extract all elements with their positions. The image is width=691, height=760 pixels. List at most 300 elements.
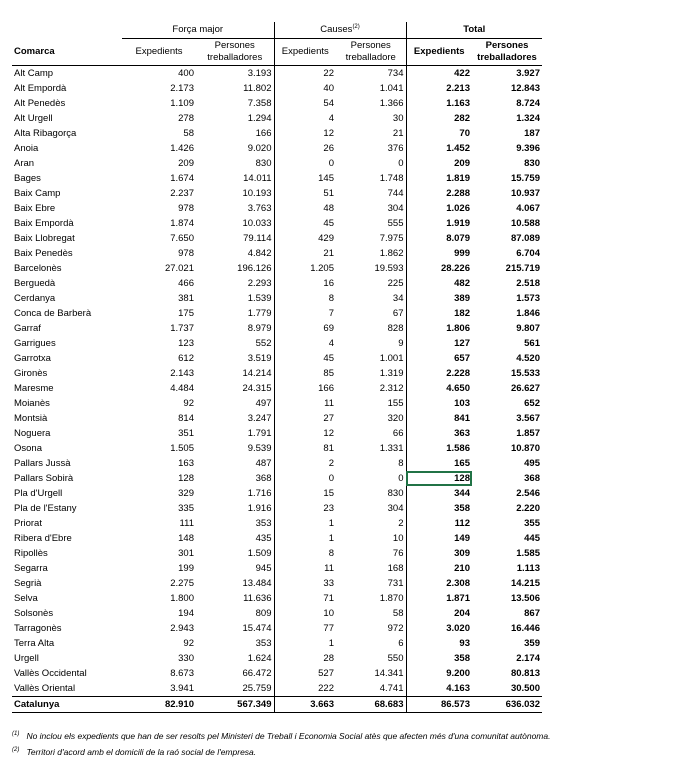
cell-causes-persones[interactable]: 1.331 bbox=[379, 443, 404, 454]
cell-comarca[interactable]: Ribera d'Ebre bbox=[14, 533, 72, 544]
cell-fm-persones[interactable]: 1.294 bbox=[247, 113, 272, 124]
cell-fm-expedients[interactable]: 330 bbox=[178, 653, 194, 664]
cell-total-expedients[interactable]: 8.079 bbox=[406, 231, 472, 246]
cell-comarca[interactable]: Baix Ebre bbox=[14, 203, 56, 214]
cell-comarca[interactable]: Anoia bbox=[14, 143, 39, 154]
cell-causes-persones[interactable]: 58 bbox=[392, 608, 404, 619]
cell-total-persones[interactable]: 1.857 bbox=[516, 428, 540, 439]
cell-causes-expedients[interactable]: 15 bbox=[274, 486, 336, 501]
header-causes[interactable]: Causes$^{(2)}$ bbox=[274, 22, 406, 39]
cell-comarca[interactable]: Noguera bbox=[14, 428, 51, 439]
cell-causes-expedients[interactable]: 0 bbox=[274, 471, 336, 486]
cell-causes-expedients[interactable]: 69 bbox=[274, 321, 336, 336]
cell-causes-persones[interactable]: 1.366 bbox=[379, 98, 404, 109]
cell-causes-persones[interactable]: 320 bbox=[387, 413, 404, 424]
cell-causes-expedients[interactable]: 145 bbox=[274, 171, 336, 186]
cell-causes-persones[interactable]: 8 bbox=[398, 458, 404, 469]
cell-total-expedients[interactable]: 309 bbox=[406, 546, 472, 561]
cell-total-expedients[interactable]: 210 bbox=[406, 561, 472, 576]
cell-fm-persones[interactable]: 353 bbox=[255, 518, 272, 529]
cell-fm-expedients[interactable]: 194 bbox=[178, 608, 194, 619]
cell-total-persones[interactable]: 3.927 bbox=[516, 68, 540, 79]
cell-comarca[interactable]: Osona bbox=[14, 443, 42, 454]
cell-fm-persones[interactable]: 1.716 bbox=[247, 488, 272, 499]
cell-total-expedients[interactable]: 9.200 bbox=[406, 666, 472, 681]
cell-comarca[interactable]: Priorat bbox=[14, 518, 42, 529]
cell-total-persones[interactable]: 1.324 bbox=[516, 113, 540, 124]
cell-fm-persones[interactable]: 3.193 bbox=[247, 68, 272, 79]
cell-comarca[interactable]: Vallès Oriental bbox=[14, 683, 76, 694]
cell-fm-persones[interactable]: 368 bbox=[255, 473, 272, 484]
cell-fm-expedients[interactable]: 466 bbox=[178, 278, 194, 289]
cell-fm-persones[interactable]: 11.636 bbox=[243, 593, 272, 604]
cell-causes-persones[interactable]: 828 bbox=[387, 323, 404, 334]
cell-fm-expedients[interactable]: 2.143 bbox=[170, 368, 194, 379]
cell-causes-persones[interactable]: 67 bbox=[392, 308, 404, 319]
cell-total-expedients[interactable]: 182 bbox=[406, 306, 472, 321]
cell-causes-persones[interactable]: 14.341 bbox=[374, 668, 404, 679]
cell-total-persones[interactable]: 355 bbox=[524, 518, 540, 529]
cell-fm-persones[interactable]: 79.114 bbox=[243, 233, 272, 244]
header-total-expedients[interactable]: Expedients bbox=[406, 39, 472, 66]
cell-total-expedients[interactable]: 86.573 bbox=[406, 697, 472, 713]
cell-total-expedients[interactable]: 999 bbox=[406, 246, 472, 261]
cell-total-expedients[interactable]: 363 bbox=[406, 426, 472, 441]
cell-total-expedients[interactable]: 1.026 bbox=[406, 201, 472, 216]
cell-causes-persones[interactable]: 1.041 bbox=[379, 83, 404, 94]
cell-comarca[interactable]: Aran bbox=[14, 158, 35, 169]
cell-causes-persones[interactable]: 2 bbox=[398, 518, 404, 529]
cell-total-expedients[interactable]: 1.163 bbox=[406, 96, 472, 111]
header-forca-major[interactable]: Força major bbox=[122, 22, 274, 39]
cell-fm-expedients[interactable]: 163 bbox=[178, 458, 194, 469]
cell-fm-expedients[interactable]: 978 bbox=[178, 248, 194, 259]
cell-causes-persones[interactable]: 731 bbox=[387, 578, 404, 589]
cell-total-expedients[interactable]: 103 bbox=[406, 396, 472, 411]
cell-comarca[interactable]: Conca de Barberà bbox=[14, 308, 92, 319]
cell-total-expedients[interactable]: 112 bbox=[406, 516, 472, 531]
cell-total-persones[interactable]: 636.032 bbox=[472, 697, 542, 713]
cell-total-persones[interactable]: 830 bbox=[524, 158, 540, 169]
cell-total-expedients[interactable]: 2.228 bbox=[406, 366, 472, 381]
cell-fm-expedients[interactable]: 2.173 bbox=[170, 83, 194, 94]
cell-total-persones[interactable]: 15.759 bbox=[510, 173, 540, 184]
cell-comarca[interactable]: Pallars Jussà bbox=[14, 458, 71, 469]
cell-causes-expedients[interactable]: 11 bbox=[274, 561, 336, 576]
cell-causes-persones[interactable]: 555 bbox=[387, 218, 404, 229]
cell-total-persones[interactable]: 8.724 bbox=[516, 98, 540, 109]
cell-causes-expedients[interactable]: 48 bbox=[274, 201, 336, 216]
cell-fm-expedients[interactable]: 1.874 bbox=[170, 218, 194, 229]
cell-fm-persones[interactable]: 487 bbox=[255, 458, 272, 469]
cell-total-persones[interactable]: 3.567 bbox=[516, 413, 540, 424]
cell-causes-expedients[interactable]: 8 bbox=[274, 291, 336, 306]
cell-total-expedients[interactable]: 482 bbox=[406, 276, 472, 291]
cell-causes-expedients[interactable]: 2 bbox=[274, 456, 336, 471]
cell-comarca[interactable]: Baix Camp bbox=[14, 188, 61, 199]
cell-fm-persones[interactable]: 809 bbox=[255, 608, 272, 619]
cell-causes-expedients[interactable]: 10 bbox=[274, 606, 336, 621]
cell-comarca[interactable]: Ripollès bbox=[14, 548, 48, 559]
cell-total-persones[interactable]: 12.843 bbox=[510, 83, 540, 94]
cell-comarca[interactable]: Baix Empordà bbox=[14, 218, 74, 229]
cell-fm-persones[interactable]: 1.509 bbox=[247, 548, 272, 559]
cell-causes-persones[interactable]: 1.862 bbox=[379, 248, 404, 259]
spreadsheet-sheet[interactable] bbox=[12, 22, 542, 713]
cell-fm-expedients[interactable]: 1.674 bbox=[170, 173, 194, 184]
cell-comarca[interactable]: Cerdanya bbox=[14, 293, 56, 304]
cell-causes-expedients[interactable]: 4 bbox=[274, 111, 336, 126]
cell-causes-persones[interactable]: 19.593 bbox=[374, 263, 404, 274]
cell-fm-expedients[interactable]: 1.800 bbox=[170, 593, 194, 604]
cell-fm-expedients[interactable]: 209 bbox=[178, 158, 194, 169]
cell-causes-expedients[interactable]: 12 bbox=[274, 126, 336, 141]
cell-fm-persones[interactable]: 3.763 bbox=[247, 203, 272, 214]
cell-fm-persones[interactable]: 353 bbox=[255, 638, 272, 649]
cell-causes-persones[interactable]: 304 bbox=[387, 503, 404, 514]
cell-total-expedients[interactable]: 128 bbox=[406, 471, 472, 486]
cell-total-expedients[interactable]: 422 bbox=[406, 66, 472, 82]
cell-causes-expedients[interactable]: 16 bbox=[274, 276, 336, 291]
cell-fm-persones[interactable]: 1.539 bbox=[247, 293, 272, 304]
cell-causes-expedients[interactable]: 0 bbox=[274, 156, 336, 171]
cell-fm-expedients[interactable]: 978 bbox=[178, 203, 194, 214]
cell-fm-persones[interactable]: 3.247 bbox=[247, 413, 272, 424]
header-fm-expedients[interactable]: Expedients bbox=[122, 39, 196, 66]
cell-causes-expedients[interactable]: 21 bbox=[274, 246, 336, 261]
cell-causes-expedients[interactable]: 51 bbox=[274, 186, 336, 201]
cell-total-persones[interactable]: 87.089 bbox=[510, 233, 540, 244]
cell-fm-expedients[interactable]: 4.484 bbox=[170, 383, 194, 394]
cell-fm-expedients[interactable]: 2.943 bbox=[170, 623, 194, 634]
cell-total-persones[interactable]: 1.846 bbox=[516, 308, 540, 319]
cell-total-expedients[interactable]: 4.163 bbox=[406, 681, 472, 697]
cell-fm-persones[interactable]: 552 bbox=[255, 338, 272, 349]
cell-comarca[interactable]: Terra Alta bbox=[14, 638, 55, 649]
cell-causes-expedients[interactable]: 1 bbox=[274, 531, 336, 546]
cell-fm-expedients[interactable]: 199 bbox=[178, 563, 194, 574]
cell-causes-expedients[interactable]: 11 bbox=[274, 396, 336, 411]
cell-fm-expedients[interactable]: 278 bbox=[178, 113, 194, 124]
cell-total-persones[interactable]: 2.518 bbox=[516, 278, 540, 289]
cell-causes-expedients[interactable]: 222 bbox=[274, 681, 336, 697]
cell-total-expedients[interactable]: 204 bbox=[406, 606, 472, 621]
cell-comarca[interactable]: Bages bbox=[14, 173, 41, 184]
cell-comarca[interactable]: Maresme bbox=[14, 383, 54, 394]
cell-total-persones[interactable]: 4.067 bbox=[516, 203, 540, 214]
cell-causes-persones[interactable]: 4.741 bbox=[379, 683, 404, 694]
cell-fm-persones[interactable]: 8.979 bbox=[247, 323, 272, 334]
cell-causes-persones[interactable]: 1.319 bbox=[379, 368, 404, 379]
cell-fm-persones[interactable]: 10.033 bbox=[242, 218, 272, 229]
cell-comarca[interactable]: Barcelonès bbox=[14, 263, 62, 274]
cell-fm-expedients[interactable]: 301 bbox=[178, 548, 194, 559]
cell-comarca[interactable]: Alta Ribagorça bbox=[14, 128, 77, 139]
cell-causes-expedients[interactable]: 1 bbox=[274, 516, 336, 531]
cell-causes-persones[interactable]: 1.748 bbox=[379, 173, 404, 184]
cell-total-persones[interactable]: 15.533 bbox=[510, 368, 540, 379]
cell-fm-expedients[interactable]: 1.426 bbox=[170, 143, 194, 154]
cell-total-expedients[interactable]: 149 bbox=[406, 531, 472, 546]
cell-total-persones[interactable]: 13.506 bbox=[510, 593, 540, 604]
cell-total-persones[interactable]: 30.500 bbox=[510, 683, 540, 694]
cell-total-expedients[interactable]: 389 bbox=[406, 291, 472, 306]
cell-total-expedients[interactable]: 165 bbox=[406, 456, 472, 471]
cell-fm-persones[interactable]: 1.624 bbox=[247, 653, 272, 664]
cell-total-expedients[interactable]: 1.452 bbox=[406, 141, 472, 156]
cell-total-persones[interactable]: 1.113 bbox=[516, 563, 540, 574]
cell-comarca[interactable]: Montsià bbox=[14, 413, 48, 424]
cell-fm-persones[interactable]: 4.842 bbox=[247, 248, 272, 259]
cell-total-expedients[interactable]: 4.650 bbox=[406, 381, 472, 396]
cell-fm-persones[interactable]: 11.802 bbox=[243, 83, 272, 94]
cell-causes-expedients[interactable]: 77 bbox=[274, 621, 336, 636]
header-total[interactable]: Total bbox=[406, 22, 542, 39]
cell-causes-expedients[interactable]: 7 bbox=[274, 306, 336, 321]
cell-causes-persones[interactable]: 304 bbox=[387, 203, 404, 214]
cell-comarca[interactable]: Segrià bbox=[14, 578, 42, 589]
cell-fm-expedients[interactable]: 2.275 bbox=[170, 578, 194, 589]
cell-causes-persones[interactable]: 0 bbox=[398, 473, 404, 484]
cell-fm-expedients[interactable]: 92 bbox=[183, 638, 194, 649]
cell-comarca[interactable]: Gironès bbox=[14, 368, 48, 379]
cell-fm-persones[interactable]: 1.916 bbox=[247, 503, 272, 514]
cell-fm-persones[interactable]: 25.759 bbox=[242, 683, 272, 694]
cell-causes-expedients[interactable]: 33 bbox=[274, 576, 336, 591]
cell-causes-expedients[interactable]: 28 bbox=[274, 651, 336, 666]
cell-total-persones[interactable]: 10.588 bbox=[510, 218, 540, 229]
cell-total-expedients[interactable]: 2.213 bbox=[406, 81, 472, 96]
cell-total-persones[interactable]: 2.174 bbox=[516, 653, 540, 664]
cell-comarca[interactable]: Pla d'Urgell bbox=[14, 488, 63, 499]
cell-causes-persones[interactable]: 376 bbox=[387, 143, 404, 154]
cell-fm-expedients[interactable]: 381 bbox=[178, 293, 194, 304]
cell-comarca[interactable]: Pla de l'Estany bbox=[14, 503, 77, 514]
cell-causes-expedients[interactable]: 23 bbox=[274, 501, 336, 516]
cell-fm-expedients[interactable]: 27.021 bbox=[164, 263, 194, 274]
cell-comarca[interactable]: Tarragonès bbox=[14, 623, 62, 634]
cell-fm-persones[interactable]: 7.358 bbox=[247, 98, 272, 109]
cell-causes-expedients[interactable]: 1 bbox=[274, 636, 336, 651]
cell-comarca[interactable]: Urgell bbox=[14, 653, 39, 664]
cell-fm-expedients[interactable]: 8.673 bbox=[170, 668, 194, 679]
cell-total-expedients[interactable]: 127 bbox=[406, 336, 472, 351]
cell-fm-persones[interactable]: 9.539 bbox=[247, 443, 272, 454]
cell-fm-expedients[interactable]: 82.910 bbox=[122, 697, 196, 713]
cell-causes-expedients[interactable]: 166 bbox=[274, 381, 336, 396]
cell-fm-persones[interactable]: 1.791 bbox=[247, 428, 272, 439]
cell-causes-expedients[interactable]: 27 bbox=[274, 411, 336, 426]
cell-total-expedients[interactable]: 1.871 bbox=[406, 591, 472, 606]
cell-causes-persones[interactable]: 7.975 bbox=[379, 233, 404, 244]
cell-total-persones[interactable]: 26.627 bbox=[510, 383, 540, 394]
cell-comarca[interactable]: Selva bbox=[14, 593, 38, 604]
header-comarca[interactable]: Comarca bbox=[12, 39, 122, 66]
cell-causes-persones[interactable]: 1.001 bbox=[379, 353, 404, 364]
cell-causes-persones[interactable]: 830 bbox=[387, 488, 404, 499]
fill-handle[interactable] bbox=[470, 484, 472, 486]
cell-causes-expedients[interactable]: 71 bbox=[274, 591, 336, 606]
cell-total-persones[interactable]: 1.573 bbox=[516, 293, 540, 304]
cell-fm-expedients[interactable]: 128 bbox=[178, 473, 194, 484]
cell-total-expedients[interactable]: 358 bbox=[406, 651, 472, 666]
cell-total-expedients[interactable]: 2.308 bbox=[406, 576, 472, 591]
cell-causes-expedients[interactable]: 3.663 bbox=[274, 697, 336, 713]
cell-fm-persones[interactable]: 196.126 bbox=[237, 263, 272, 274]
cell-comarca[interactable]: Segarra bbox=[14, 563, 48, 574]
cell-causes-persones[interactable]: 550 bbox=[387, 653, 404, 664]
cell-comarca[interactable]: Vallès Occidental bbox=[14, 668, 87, 679]
cell-total-expedients[interactable]: 1.586 bbox=[406, 441, 472, 456]
cell-causes-persones[interactable]: 2.312 bbox=[379, 383, 404, 394]
header-fm-persones[interactable]: Persones treballadores bbox=[196, 39, 274, 66]
cell-fm-expedients[interactable]: 3.941 bbox=[170, 683, 194, 694]
cell-comarca[interactable]: Garrotxa bbox=[14, 353, 51, 364]
cell-total-persones[interactable]: 561 bbox=[524, 338, 540, 349]
cell-comarca[interactable]: Pallars Sobirà bbox=[14, 473, 74, 484]
cell-causes-expedients[interactable]: 45 bbox=[274, 216, 336, 231]
cell-fm-persones[interactable]: 567.349 bbox=[196, 697, 274, 713]
cell-causes-expedients[interactable]: 12 bbox=[274, 426, 336, 441]
cell-causes-expedients[interactable]: 40 bbox=[274, 81, 336, 96]
cell-total-expedients[interactable]: 282 bbox=[406, 111, 472, 126]
cell-fm-persones[interactable]: 13.484 bbox=[242, 578, 272, 589]
cell-causes-persones[interactable]: 0 bbox=[398, 158, 404, 169]
cell-fm-persones[interactable]: 10.193 bbox=[242, 188, 272, 199]
cell-causes-expedients[interactable]: 22 bbox=[274, 66, 336, 82]
cell-causes-expedients[interactable]: 4 bbox=[274, 336, 336, 351]
cell-causes-persones[interactable]: 155 bbox=[387, 398, 404, 409]
cell-fm-persones[interactable]: 497 bbox=[255, 398, 272, 409]
cell-causes-persones[interactable]: 68.683 bbox=[336, 697, 406, 713]
cell-total-expedients[interactable]: 3.020 bbox=[406, 621, 472, 636]
cell-causes-persones[interactable]: 744 bbox=[387, 188, 404, 199]
cell-fm-expedients[interactable]: 814 bbox=[178, 413, 194, 424]
cell-total-persones[interactable]: 9.396 bbox=[516, 143, 540, 154]
cell-comarca[interactable]: Garrigues bbox=[14, 338, 56, 349]
cell-total-persones[interactable]: 2.220 bbox=[516, 503, 540, 514]
cell-fm-persones[interactable]: 2.293 bbox=[247, 278, 272, 289]
cell-fm-expedients[interactable]: 351 bbox=[178, 428, 194, 439]
cell-total-expedients[interactable]: 2.288 bbox=[406, 186, 472, 201]
cell-causes-persones[interactable]: 1.870 bbox=[379, 593, 404, 604]
cell-fm-expedients[interactable]: 111 bbox=[179, 518, 194, 529]
cell-comarca[interactable]: Baix Penedès bbox=[14, 248, 73, 259]
cell-total-persones[interactable]: 445 bbox=[524, 533, 540, 544]
cell-fm-expedients[interactable]: 1.737 bbox=[170, 323, 194, 334]
header-causes-expedients[interactable]: Expedients bbox=[274, 39, 336, 66]
header-total-persones[interactable]: Persones treballadores bbox=[472, 39, 542, 66]
cell-total-expedients[interactable]: 93 bbox=[406, 636, 472, 651]
cell-total-persones[interactable]: 359 bbox=[524, 638, 540, 649]
cell-comarca[interactable]: Berguedà bbox=[14, 278, 56, 289]
cell-causes-persones[interactable]: 9 bbox=[398, 338, 404, 349]
cell-total-expedients[interactable]: 1.919 bbox=[406, 216, 472, 231]
cell-total-expedients[interactable]: 70 bbox=[406, 126, 472, 141]
cell-fm-expedients[interactable]: 1.109 bbox=[170, 98, 194, 109]
cell-causes-persones[interactable]: 972 bbox=[387, 623, 404, 634]
cell-fm-expedients[interactable]: 148 bbox=[178, 533, 194, 544]
cell-fm-persones[interactable]: 435 bbox=[255, 533, 272, 544]
cell-fm-persones[interactable]: 24.315 bbox=[242, 383, 272, 394]
cell-comarca[interactable]: Garraf bbox=[14, 323, 41, 334]
cell-causes-persones[interactable]: 66 bbox=[392, 428, 404, 439]
cell-causes-expedients[interactable]: 54 bbox=[274, 96, 336, 111]
cell-fm-persones[interactable]: 166 bbox=[255, 128, 272, 139]
cell-causes-expedients[interactable]: 85 bbox=[274, 366, 336, 381]
cell-total-persones[interactable]: 368 bbox=[524, 473, 540, 484]
cell-total-persones[interactable]: 14.215 bbox=[510, 578, 540, 589]
cell-total-expedients[interactable]: 657 bbox=[406, 351, 472, 366]
cell-fm-persones[interactable]: 15.474 bbox=[242, 623, 272, 634]
cell-fm-expedients[interactable]: 1.505 bbox=[170, 443, 194, 454]
cell-comarca[interactable]: Alt Empordà bbox=[14, 83, 67, 94]
cell-total-persones[interactable]: 495 bbox=[524, 458, 540, 469]
cell-causes-persones[interactable]: 76 bbox=[392, 548, 404, 559]
cell-causes-persones[interactable]: 225 bbox=[387, 278, 404, 289]
cell-fm-expedients[interactable]: 335 bbox=[178, 503, 194, 514]
cell-total-expedients[interactable]: 209 bbox=[406, 156, 472, 171]
cell-total-expedients[interactable]: 358 bbox=[406, 501, 472, 516]
cell-fm-persones[interactable]: 945 bbox=[255, 563, 272, 574]
cell-fm-expedients[interactable]: 92 bbox=[183, 398, 194, 409]
cell-fm-expedients[interactable]: 612 bbox=[178, 353, 194, 364]
cell-total-persones[interactable]: 187 bbox=[524, 128, 540, 139]
cell-total-persones[interactable]: 2.546 bbox=[516, 488, 540, 499]
cell-comarca[interactable]: Solsonès bbox=[14, 608, 54, 619]
cell-causes-persones[interactable]: 34 bbox=[392, 293, 404, 304]
cell-causes-persones[interactable]: 168 bbox=[387, 563, 404, 574]
header-blank[interactable] bbox=[12, 22, 122, 39]
cell-comarca[interactable]: Moianès bbox=[14, 398, 50, 409]
cell-total-expedients[interactable]: 1.806 bbox=[406, 321, 472, 336]
cell-causes-persones[interactable]: 30 bbox=[392, 113, 404, 124]
cell-fm-persones[interactable]: 9.020 bbox=[247, 143, 272, 154]
cell-fm-expedients[interactable]: 400 bbox=[178, 68, 194, 79]
cell-causes-expedients[interactable]: 26 bbox=[274, 141, 336, 156]
cell-fm-expedients[interactable]: 329 bbox=[178, 488, 194, 499]
cell-total-persones[interactable]: 10.870 bbox=[510, 443, 540, 454]
cell-fm-persones[interactable]: 66.472 bbox=[242, 668, 272, 679]
cell-causes-expedients[interactable]: 45 bbox=[274, 351, 336, 366]
cell-total-expedients[interactable]: 841 bbox=[406, 411, 472, 426]
cell-causes-expedients[interactable]: 1.205 bbox=[274, 261, 336, 276]
cell-fm-expedients[interactable]: 175 bbox=[178, 308, 194, 319]
cell-total-expedients[interactable]: 344 bbox=[406, 486, 472, 501]
cell-fm-persones[interactable]: 3.519 bbox=[247, 353, 272, 364]
cell-total-persones[interactable]: 6.704 bbox=[516, 248, 540, 259]
cell-total-persones[interactable]: 16.446 bbox=[510, 623, 540, 634]
cell-fm-persones[interactable]: 14.214 bbox=[242, 368, 272, 379]
cell-causes-expedients[interactable]: 527 bbox=[274, 666, 336, 681]
cell-total-persones[interactable]: 4.520 bbox=[516, 353, 540, 364]
cell-total-expedients[interactable]: 1.819 bbox=[406, 171, 472, 186]
cell-total-persones[interactable]: 10.937 bbox=[510, 188, 540, 199]
cell-total-expedients[interactable]: 28.226 bbox=[406, 261, 472, 276]
cell-causes-persones[interactable]: 21 bbox=[392, 128, 404, 139]
cell-causes-expedients[interactable]: 8 bbox=[274, 546, 336, 561]
cell-fm-persones[interactable]: 830 bbox=[255, 158, 272, 169]
cell-fm-persones[interactable]: 14.011 bbox=[243, 173, 272, 184]
cell-fm-expedients[interactable]: 123 bbox=[178, 338, 194, 349]
cell-total-persones[interactable]: 867 bbox=[524, 608, 540, 619]
cell-comarca[interactable]: Baix Llobregat bbox=[14, 233, 75, 244]
cell-causes-persones[interactable]: 734 bbox=[387, 68, 404, 79]
cell-comarca[interactable]: Alt Urgell bbox=[14, 113, 53, 124]
cell-causes-expedients[interactable]: 81 bbox=[274, 441, 336, 456]
cell-fm-expedients[interactable]: 2.237 bbox=[170, 188, 194, 199]
cell-fm-expedients[interactable]: 7.650 bbox=[170, 233, 194, 244]
